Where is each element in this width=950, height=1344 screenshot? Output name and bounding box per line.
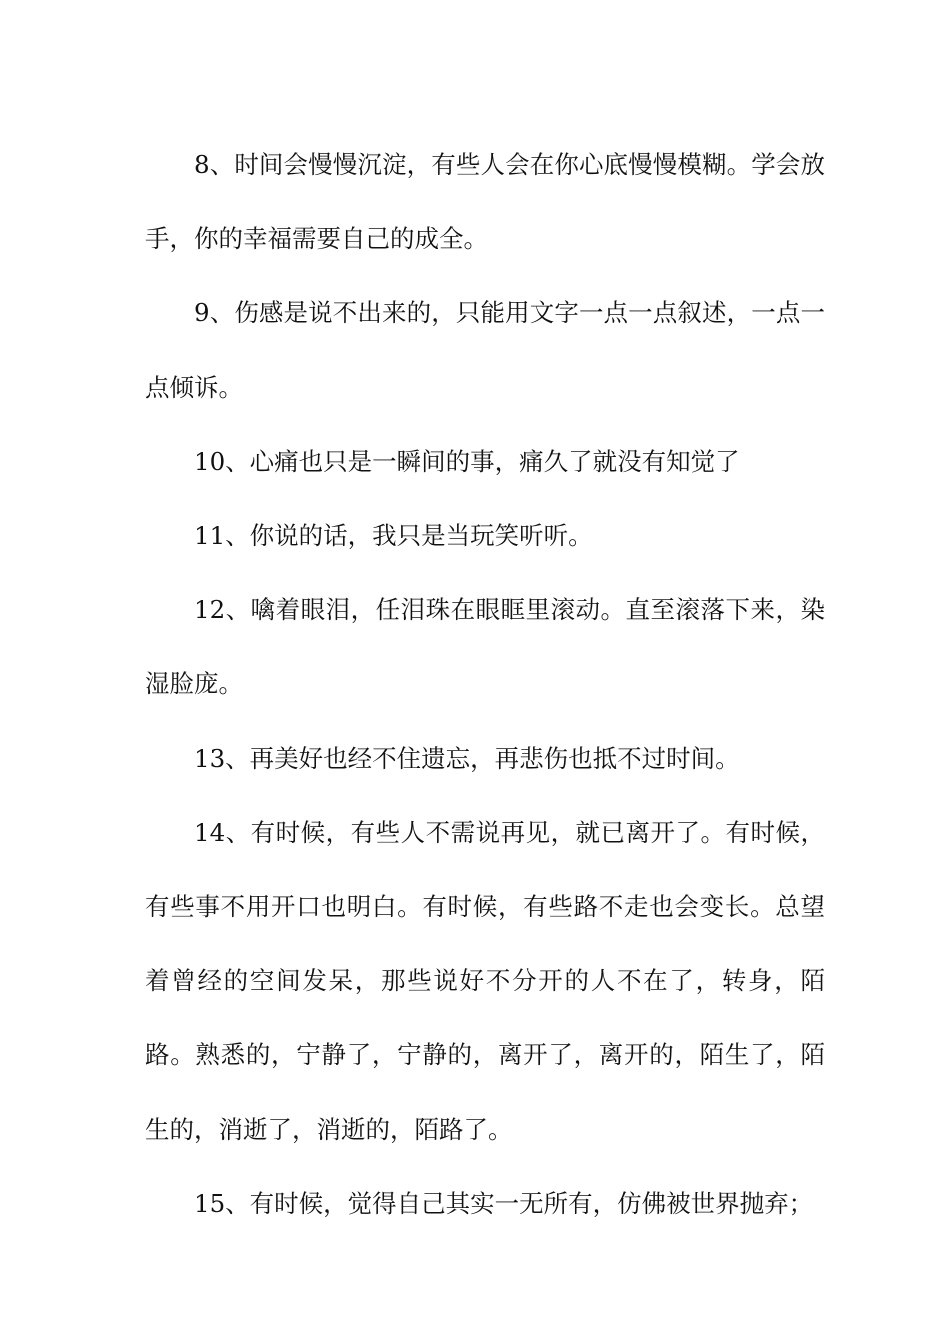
paragraph-8: 8、时间会慢慢沉淀，有些人会在你心底慢慢模糊。学会放手，你的幸福需要自己的成全。: [145, 150, 825, 254]
paragraph-14: 14、有时候，有些人不需说再见，就已离开了。有时候，有些事不用开口也明白。有时候，有些路不走也会变长。总望着曾经的空间发呆，那些说好不分开的人不在了，转身，陌路。熟悉的，宁静了，宁静的，离开了，离开的，陌生了，陌生的，消逝了，消逝的，陌路了。: [145, 817, 825, 1144]
paragraph-13: 13、再美好也经不住遗忘，再悲伤也抵不过时间。: [194, 743, 740, 773]
paragraph-10: 10、心痛也只是一瞬间的事，痛久了就没有知觉了: [194, 446, 740, 476]
paragraph-9: 9、伤感是说不出来的，只能用文字一点一点叙述，一点一点倾诉。: [145, 298, 825, 402]
document-body: [145, 128, 825, 1241]
paragraph-11: 11、你说的话，我只是当玩笑听听。: [194, 521, 593, 551]
paragraph-15: 15、有时候，觉得自己其实一无所有，仿佛被世界抛弃；: [194, 1188, 814, 1218]
paragraph-12: 12、噙着眼泪，任泪珠在眼眶里滚动。直至滚落下来，染湿脸庞。: [145, 595, 825, 699]
